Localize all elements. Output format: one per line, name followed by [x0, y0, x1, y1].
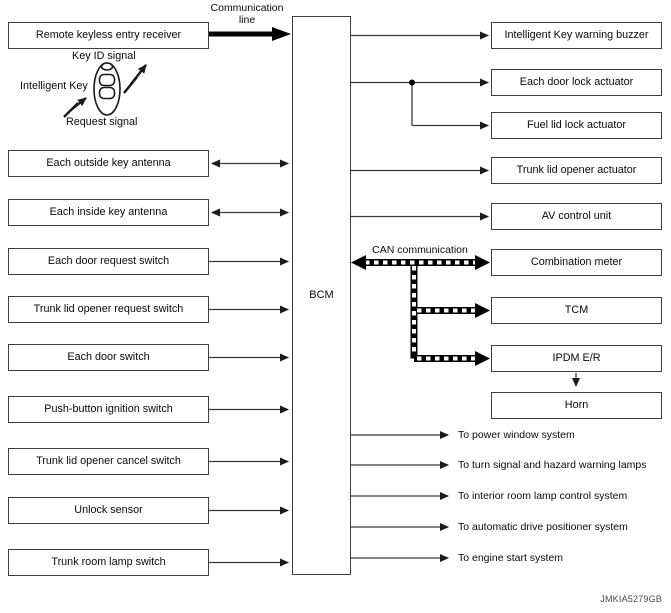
output-engine-start-system: To engine start system: [458, 552, 564, 564]
node-label: Each door switch: [67, 350, 150, 363]
node-trunk-lid-opener-actuator: [491, 157, 662, 184]
node-label: Trunk lid opener request switch: [33, 302, 184, 315]
node-label: Unlock sensor: [74, 503, 143, 516]
communication-line-label: Communication line: [210, 2, 284, 26]
node-label: Each outside key antenna: [46, 156, 171, 169]
node-trunk-lid-opener-request-switch: [8, 296, 209, 323]
node-each-outside-key-antenna: [8, 150, 209, 177]
node-av-control-unit: [491, 203, 662, 230]
node-label: Trunk lid opener actuator: [516, 163, 637, 176]
request-signal-label: Request signal: [66, 116, 138, 128]
node-label: Combination meter: [530, 255, 623, 268]
request-signal-arrow: [64, 98, 86, 117]
node-each-door-switch: [8, 344, 209, 371]
output-automatic-drive-positioner: To automatic drive positioner system: [458, 521, 628, 533]
node-label: AV control unit: [541, 209, 612, 222]
node-tcm: [491, 297, 662, 324]
output-turn-signal-hazard-lamps: To turn signal and hazard warning lamps: [458, 459, 647, 471]
node-combination-meter: [491, 249, 662, 276]
can-communication-bus: [351, 255, 490, 366]
node-horn: [491, 392, 662, 419]
node-trunk-room-lamp-switch: [8, 549, 209, 576]
node-push-button-ignition-switch: [8, 396, 209, 423]
node-label: Each door request switch: [47, 254, 170, 267]
node-bcm: [292, 16, 351, 575]
node-fuel-lid-lock-actuator: [491, 112, 662, 139]
figure-code: JMKIA5279GB: [600, 594, 662, 604]
node-label: Each inside key antenna: [49, 205, 168, 218]
node-label: IPDM E/R: [552, 351, 601, 364]
node-label: Each door lock actuator: [519, 75, 634, 88]
output-power-window-system: To power window system: [458, 429, 575, 441]
left-connectors: [209, 164, 288, 563]
can-communication-label: CAN communication: [372, 244, 468, 256]
node-label: Remote keyless entry receiver: [35, 28, 182, 41]
node-label: Trunk lid opener cancel switch: [36, 454, 181, 467]
node-remote-keyless-entry-receiver: [8, 22, 209, 49]
communication-line-arrow: [209, 27, 291, 41]
node-label: Intelligent Key warning buzzer: [504, 28, 649, 41]
intelligent-key-icon: [94, 63, 120, 115]
node-each-door-request-switch: [8, 248, 209, 275]
node-each-inside-key-antenna: [8, 199, 209, 226]
output-connectors: [351, 435, 448, 558]
output-interior-room-lamp-control: To interior room lamp control system: [458, 490, 628, 502]
node-label: TCM: [564, 303, 589, 316]
node-each-door-lock-actuator: [491, 69, 662, 96]
node-ipdm-er: [491, 345, 662, 372]
node-label: Horn: [564, 398, 589, 411]
node-label: BCM: [309, 288, 334, 301]
node-label: Push-button ignition switch: [44, 402, 173, 415]
node-intelligent-key-warning-buzzer: [491, 22, 662, 49]
key-id-signal-arrow: [124, 65, 146, 93]
node-unlock-sensor: [8, 497, 209, 524]
key-id-signal-label: Key ID signal: [72, 50, 136, 62]
node-label: Trunk room lamp switch: [51, 555, 166, 568]
intelligent-key-label: Intelligent Key: [20, 80, 88, 92]
node-trunk-lid-opener-cancel-switch: [8, 448, 209, 475]
node-label: Fuel lid lock actuator: [526, 118, 627, 131]
junction-dot: [409, 80, 415, 86]
